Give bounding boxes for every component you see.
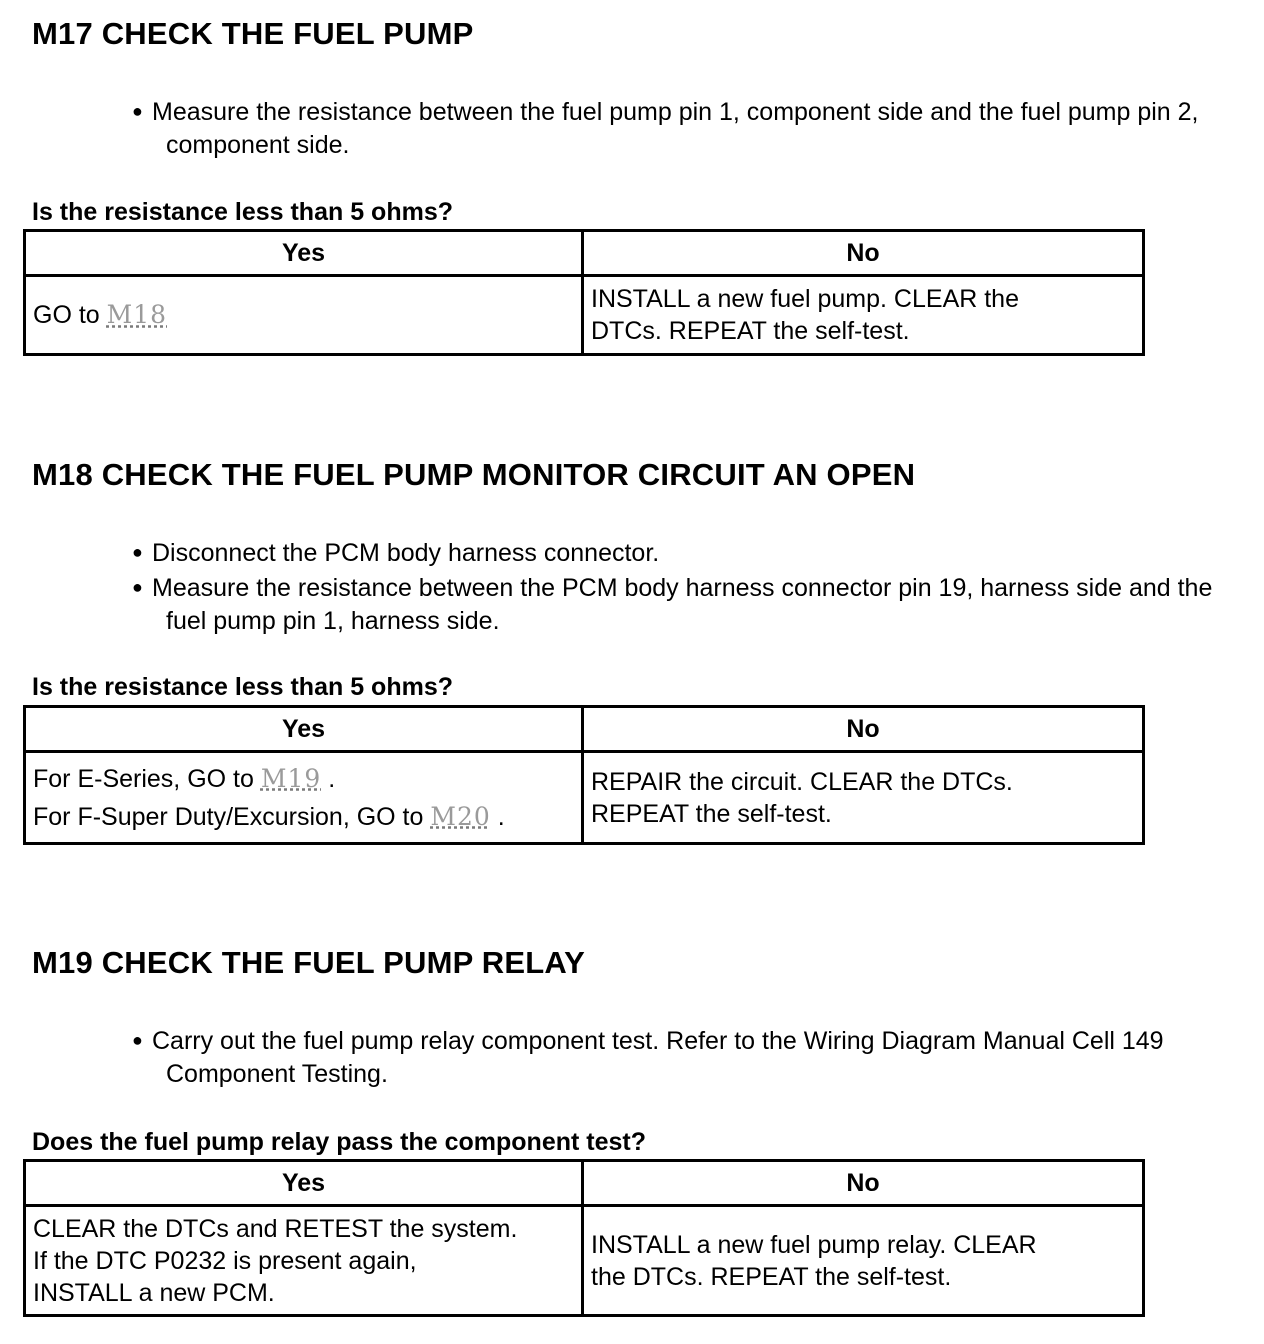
yes-cell: GO to M18 [25,276,583,355]
no-header: No [583,707,1144,752]
bullet-icon: ● [132,542,143,562]
instruction-item: ● Measure the resistance between the PCM body harness connector pin 19, harness side and the fuel pump pin 1, harness side. [112,571,1242,638]
yes-header: Yes [25,1161,583,1206]
goto-m18-link[interactable]: M18 [106,300,168,329]
no-header: No [583,231,1144,276]
yes-no-table [23,1159,1145,1317]
yes-no-table [23,705,1145,845]
yes-header: Yes [25,231,583,276]
table-header-row [25,707,1144,752]
table-row [25,276,1144,355]
yes-header: Yes [25,707,583,752]
bullet-icon: ● [132,1030,143,1050]
step-title: M17 CHECK THE FUEL PUMP [32,16,474,51]
no-cell: INSTALL a new fuel pump. CLEAR the DTCs. REPEAT the self-test. [583,276,1144,355]
table-row [25,752,1144,844]
instruction-list [112,1024,1242,1092]
instruction-item: ● Measure the resistance between the fuel pump pin 1, component side and the fuel pump pin 2, component side. [112,95,1242,162]
no-cell: INSTALL a new fuel pump relay. CLEAR the DTCs. REPEAT the self-test. [583,1206,1144,1316]
step-title: M19 CHECK THE FUEL PUMP RELAY [32,945,585,980]
instruction-item: ● Carry out the fuel pump relay component test. Refer to the Wiring Diagram Manual Cell 149 Component Testing. [112,1024,1242,1091]
instruction-list [112,95,1242,163]
instruction-list [112,536,1242,639]
goto-m19-link[interactable]: M19 [260,763,322,793]
table-header-row [25,1161,1144,1206]
no-header: No [583,1161,1144,1206]
bullet-icon: ● [132,101,143,121]
table-row [25,1206,1144,1316]
instruction-item: ● Disconnect the PCM body harness connector. [112,536,1242,570]
yes-cell: CLEAR the DTCs and RETEST the system. If the DTC P0232 is present again, INSTALL a new PCM. [25,1206,583,1316]
yes-no-table [23,229,1145,356]
question-text: Is the resistance less than 5 ohms? [32,673,453,701]
goto-m20-link[interactable]: M20 [430,801,491,831]
no-cell: REPAIR the circuit. CLEAR the DTCs. REPEAT the self-test. [583,752,1144,844]
bullet-icon: ● [132,577,143,597]
question-text: Does the fuel pump relay pass the component test? [32,1128,647,1156]
step-title: M18 CHECK THE FUEL PUMP MONITOR CIRCUIT AN OPEN [32,457,916,492]
question-text: Is the resistance less than 5 ohms? [32,198,453,226]
table-header-row [25,231,1144,276]
yes-cell: For E-Series, GO to M19 . For F-Super Duty/Excursion, GO to M20 . [25,752,583,844]
